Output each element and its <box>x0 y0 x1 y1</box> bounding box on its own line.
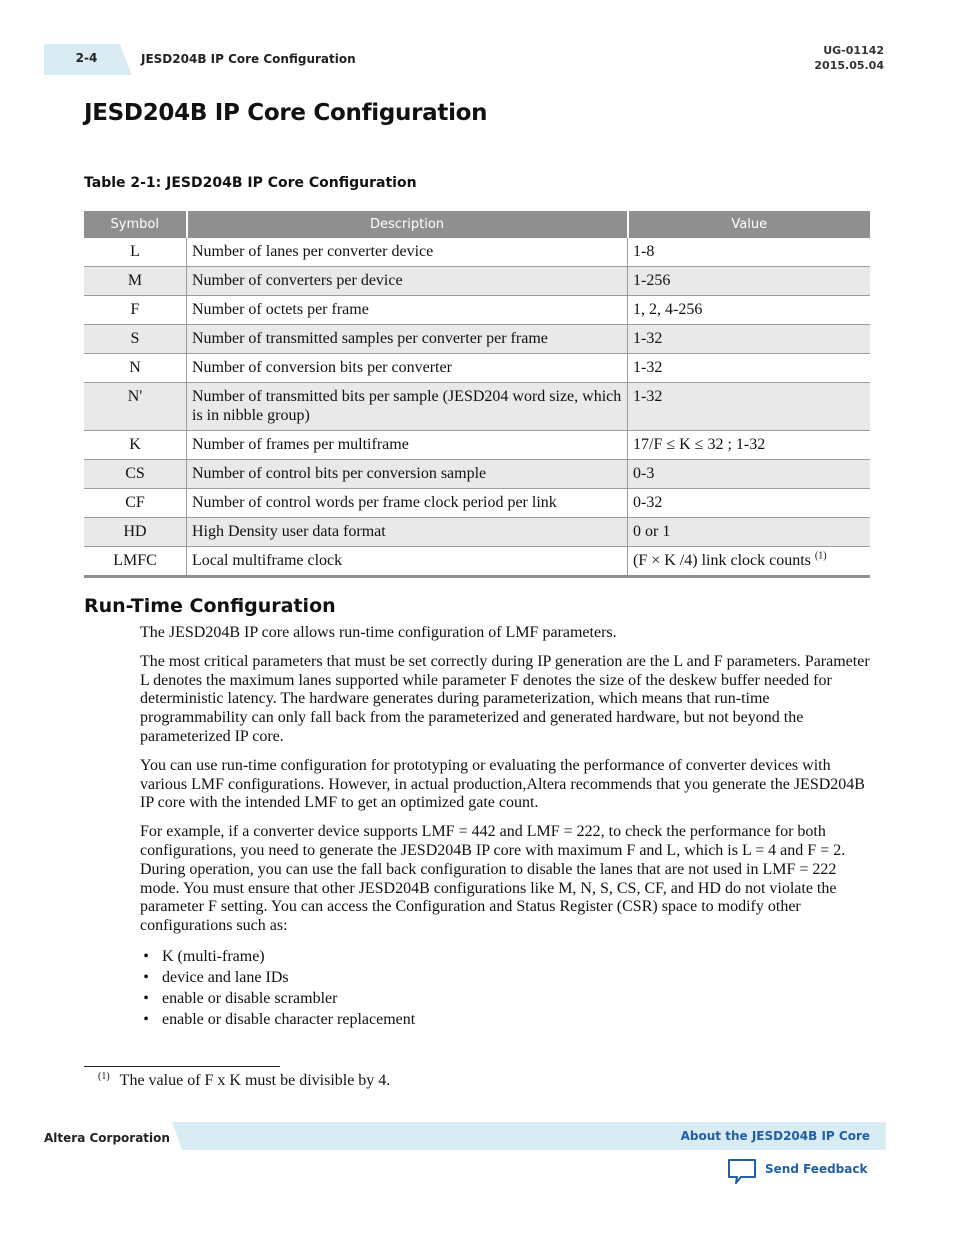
list-item-text: K (multi-frame) <box>162 947 265 965</box>
value-cell: 1-32 <box>628 354 871 383</box>
value-text: (F × K /4) link clock counts <box>633 552 811 569</box>
footnote-mark: (1) <box>98 1071 110 1082</box>
list-item <box>143 946 872 967</box>
column-header-value: Value <box>628 211 871 238</box>
footnote-ref: (1) <box>814 550 827 562</box>
value-cell: 0-32 <box>628 489 871 518</box>
list-item-text: enable or disable scrambler <box>162 989 338 1007</box>
description-cell: Number of converters per device <box>187 267 628 296</box>
page-title: JESD204B IP Core Configuration <box>84 100 488 126</box>
doc-date: 2015.05.04 <box>814 59 884 72</box>
bullet-list <box>140 946 872 1030</box>
list-item <box>143 967 872 988</box>
table-row <box>84 383 870 431</box>
table-row <box>84 267 870 296</box>
footer-section-link[interactable]: About the JESD204B IP Core <box>680 1129 870 1143</box>
paragraph: The most critical parameters that must be set correctly during IP generation are the L and F parameters. Parameter L denotes the maximum lanes supported while parameter F denotes the size of the deskew buffer needed for deterministic latency. The hardware generates during parameterization, which means that run-time programmability can only fall back from the parameterized and generated hardware, but not beyond the parameterized IP core. <box>140 652 870 745</box>
table-row <box>84 489 870 518</box>
table-row <box>84 354 870 383</box>
description-cell: Number of transmitted samples per converter per frame <box>187 325 628 354</box>
table-caption: Table 2-1: JESD204B IP Core Configuration <box>84 175 417 191</box>
description-cell: Number of control bits per conversion sample <box>187 460 628 489</box>
table-row <box>84 296 870 325</box>
symbol-cell: HD <box>84 518 187 547</box>
description-cell: Number of octets per frame <box>187 296 628 325</box>
description-cell: Number of transmitted bits per sample (JESD204 word size, which is in nibble group) <box>187 383 628 431</box>
value-cell: 0 or 1 <box>628 518 871 547</box>
column-header-symbol: Symbol <box>84 211 187 238</box>
table-header-row <box>84 211 870 238</box>
speech-bubble-icon[interactable] <box>727 1158 759 1190</box>
symbol-cell: CF <box>84 489 187 518</box>
value-cell: 1, 2, 4-256 <box>628 296 871 325</box>
footer-company: Altera Corporation <box>44 1131 170 1145</box>
symbol-cell: M <box>84 267 187 296</box>
paragraph: For example, if a converter device supports LMF = 442 and LMF = 222, to check the performance for both configurations, you need to generate the JESD204B IP core with maximum F and L, which is L = 4 and F = 2. During operation, you can use the fall back configuration to disable the lanes that are not used in LMF = 222 mode. You must ensure that other JESD204B configurations like M, N, S, CS, CF, and HD do not violate the parameter F setting. You can access the Configuration and Status Register (CSR) space to modify other configurations such as: <box>140 823 846 935</box>
value-cell: 17/F ≤ K ≤ 32 ; 1-32 <box>628 431 871 460</box>
value-cell: 1-256 <box>628 267 871 296</box>
symbol-cell: CS <box>84 460 187 489</box>
bullet-icon: • <box>143 968 149 986</box>
paragraph: The JESD204B IP core allows run-time configuration of LMF parameters. <box>140 624 617 641</box>
description-cell: Number of frames per multiframe <box>187 431 628 460</box>
table-row <box>84 547 870 577</box>
description-cell: Number of control words per frame clock period per link <box>187 489 628 518</box>
table-row <box>84 460 870 489</box>
symbol-cell: L <box>84 238 187 267</box>
doc-id-block <box>814 43 884 73</box>
column-header-description: Description <box>187 211 628 238</box>
bullet-icon: • <box>143 947 149 965</box>
list-item <box>143 1009 872 1030</box>
config-table <box>84 211 870 578</box>
description-cell: High Density user data format <box>187 518 628 547</box>
page-number: 2-4 <box>75 51 98 65</box>
header-section-title: JESD204B IP Core Configuration <box>141 52 356 66</box>
send-feedback-link[interactable]: Send Feedback <box>765 1162 868 1176</box>
table-row <box>84 325 870 354</box>
value-cell: 1-32 <box>628 383 871 431</box>
description-cell: Number of conversion bits per converter <box>187 354 628 383</box>
list-item-text: enable or disable character replacement <box>162 1010 416 1028</box>
bullet-icon: • <box>143 989 149 1007</box>
description-cell: Number of lanes per converter device <box>187 238 628 267</box>
value-cell: 0-3 <box>628 460 871 489</box>
value-cell: 1-8 <box>628 238 871 267</box>
value-cell: 1-32 <box>628 325 871 354</box>
section-body <box>140 624 872 1030</box>
section-heading: Run-Time Configuration <box>84 595 336 617</box>
doc-id: UG-01142 <box>823 44 884 57</box>
footnote <box>98 1072 390 1090</box>
list-item <box>143 988 872 1009</box>
symbol-cell: LMFC <box>84 547 187 577</box>
symbol-cell: F <box>84 296 187 325</box>
paragraph: You can use run-time configuration for prototyping or evaluating the performance of converter devices with various LMF configurations. However, in actual production,Altera recommends that you generate the JESD204B IP core with the intended LMF to get an optimized gate count. <box>140 756 865 812</box>
footnote-divider <box>84 1066 280 1067</box>
value-cell <box>628 547 871 577</box>
symbol-cell: S <box>84 325 187 354</box>
description-cell: Local multiframe clock <box>187 547 628 577</box>
table-row <box>84 518 870 547</box>
symbol-cell: N <box>84 354 187 383</box>
symbol-cell: K <box>84 431 187 460</box>
footnote-text: The value of F x K must be divisible by 4. <box>119 1072 391 1089</box>
symbol-cell: N' <box>84 383 187 431</box>
table-row <box>84 238 870 267</box>
table-row <box>84 431 870 460</box>
bullet-icon: • <box>143 1010 149 1028</box>
list-item-text: device and lane IDs <box>162 968 289 986</box>
